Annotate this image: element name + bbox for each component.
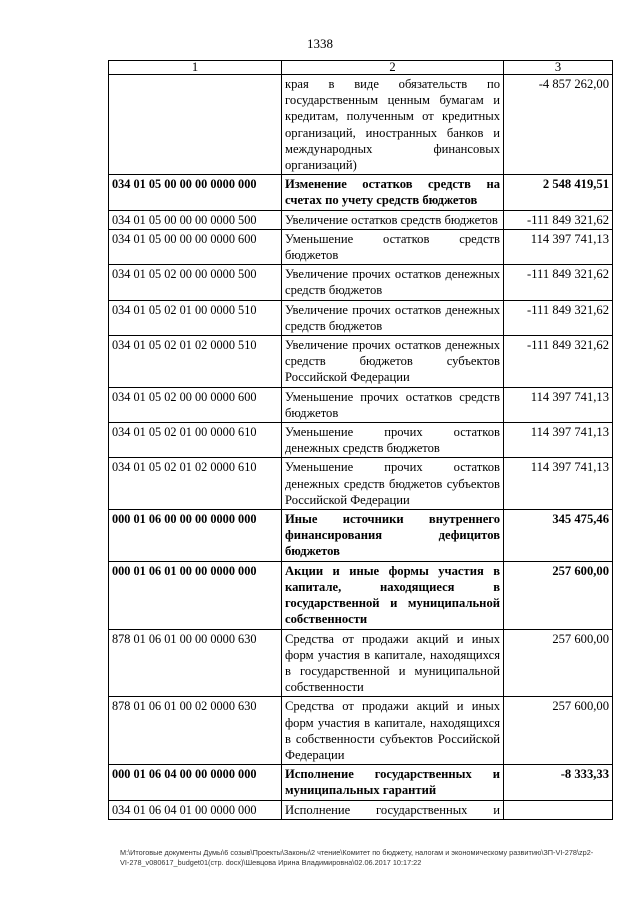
table-row [109,336,613,388]
table-row [109,175,613,210]
budget-code-cell: 878 01 06 01 00 02 0000 630 [109,697,282,765]
description-cell: Уменьшение прочих остатков средств бюджетов [282,387,504,422]
description-cell: Увеличение прочих остатков денежных средств бюджетов субъектов Российской Федерации [282,336,504,388]
table-row [109,697,613,765]
budget-code-cell: 034 01 05 02 01 02 0000 510 [109,336,282,388]
amount-cell: 257 600,00 [504,561,613,629]
table-row [109,458,613,510]
description-cell: Акции и иные формы участия в капитале, находящиеся в государственной и муниципальной собственности [282,561,504,629]
budget-code-cell: 034 01 05 02 01 00 0000 510 [109,300,282,335]
table-row [109,765,613,800]
amount-cell: -111 849 321,62 [504,265,613,300]
budget-code-cell: 034 01 05 02 01 00 0000 610 [109,423,282,458]
description-cell: Увеличение остатков средств бюджетов [282,210,504,229]
table-row [109,510,613,562]
description-cell: края в виде обязательств по государственным ценным бумагам и кредитам, полученным от кредитных организаций, иностранных банков и международных финансовых организаций) [282,75,504,175]
description-cell: Средства от продажи акций и иных форм участия в капитале, находящихся в государственной и муниципальной собственности [282,629,504,697]
description-cell: Изменение остатков средств на счетах по учету средств бюджетов [282,175,504,210]
description-cell: Увеличение прочих остатков денежных средств бюджетов [282,265,504,300]
description-cell: Уменьшение прочих остатков денежных средств бюджетов субъектов Российской Федерации [282,458,504,510]
page-number: 1338 [307,36,333,51]
amount-cell: 345 475,46 [504,510,613,562]
table-row [109,423,613,458]
table-header-row [109,61,613,75]
file-path-footer: M:\Итоговые документы Думы\6 созыв\Проекты\Законы\2 чтение\Комитет по бюджету, налогам и экономическому развитию\ЗП-VI-278\zp2-VI-278_v080617_budget01(стр. docx)\Шевцова Ирина Владимировна\02.06.2017 10:17:22 [120,848,594,867]
budget-code-cell: 034 01 06 04 01 00 0000 000 [109,800,282,819]
amount-cell: -111 849 321,62 [504,210,613,229]
budget-code-cell: 034 01 05 00 00 00 0000 500 [109,210,282,229]
description-cell: Уменьшение остатков средств бюджетов [282,229,504,264]
table-row [109,561,613,629]
description-cell: Увеличение прочих остатков денежных средств бюджетов [282,300,504,335]
amount-cell [504,800,613,819]
table-row [109,75,613,175]
amount-cell: 2 548 419,51 [504,175,613,210]
description-cell: Средства от продажи акций и иных форм участия в капитале, находящихся в собственности субъектов Российской Федерации [282,697,504,765]
column-header: 2 [282,61,504,75]
description-cell: Исполнение государственных и муниципальных гарантий [282,765,504,800]
description-cell: Исполнение государственных и [282,800,504,819]
budget-code-cell: 034 01 05 02 00 00 0000 600 [109,387,282,422]
amount-cell: 257 600,00 [504,629,613,697]
amount-cell: 257 600,00 [504,697,613,765]
amount-cell: 114 397 741,13 [504,458,613,510]
budget-code-cell: 000 01 06 00 00 00 0000 000 [109,510,282,562]
description-cell: Иные источники внутреннего финансирования дефицитов бюджетов [282,510,504,562]
amount-cell: -111 849 321,62 [504,300,613,335]
budget-code-cell: 878 01 06 01 00 00 0000 630 [109,629,282,697]
table-row [109,629,613,697]
description-cell: Уменьшение прочих остатков денежных средств бюджетов [282,423,504,458]
table-row [109,265,613,300]
budget-sources-table [108,60,613,820]
table-row [109,387,613,422]
budget-code-cell: 034 01 05 00 00 00 0000 000 [109,175,282,210]
budget-code-cell: 000 01 06 01 00 00 0000 000 [109,561,282,629]
table-row [109,210,613,229]
budget-code-cell: 000 01 06 04 00 00 0000 000 [109,765,282,800]
budget-code-cell: 034 01 05 02 01 02 0000 610 [109,458,282,510]
column-header: 1 [109,61,282,75]
amount-cell: 114 397 741,13 [504,387,613,422]
amount-cell: -4 857 262,00 [504,75,613,175]
amount-cell: -111 849 321,62 [504,336,613,388]
amount-cell: 114 397 741,13 [504,229,613,264]
table-row [109,300,613,335]
column-header: 3 [504,61,613,75]
table-row [109,229,613,264]
table-row [109,800,613,819]
budget-code-cell [109,75,282,175]
budget-code-cell: 034 01 05 00 00 00 0000 600 [109,229,282,264]
budget-code-cell: 034 01 05 02 00 00 0000 500 [109,265,282,300]
amount-cell: 114 397 741,13 [504,423,613,458]
amount-cell: -8 333,33 [504,765,613,800]
